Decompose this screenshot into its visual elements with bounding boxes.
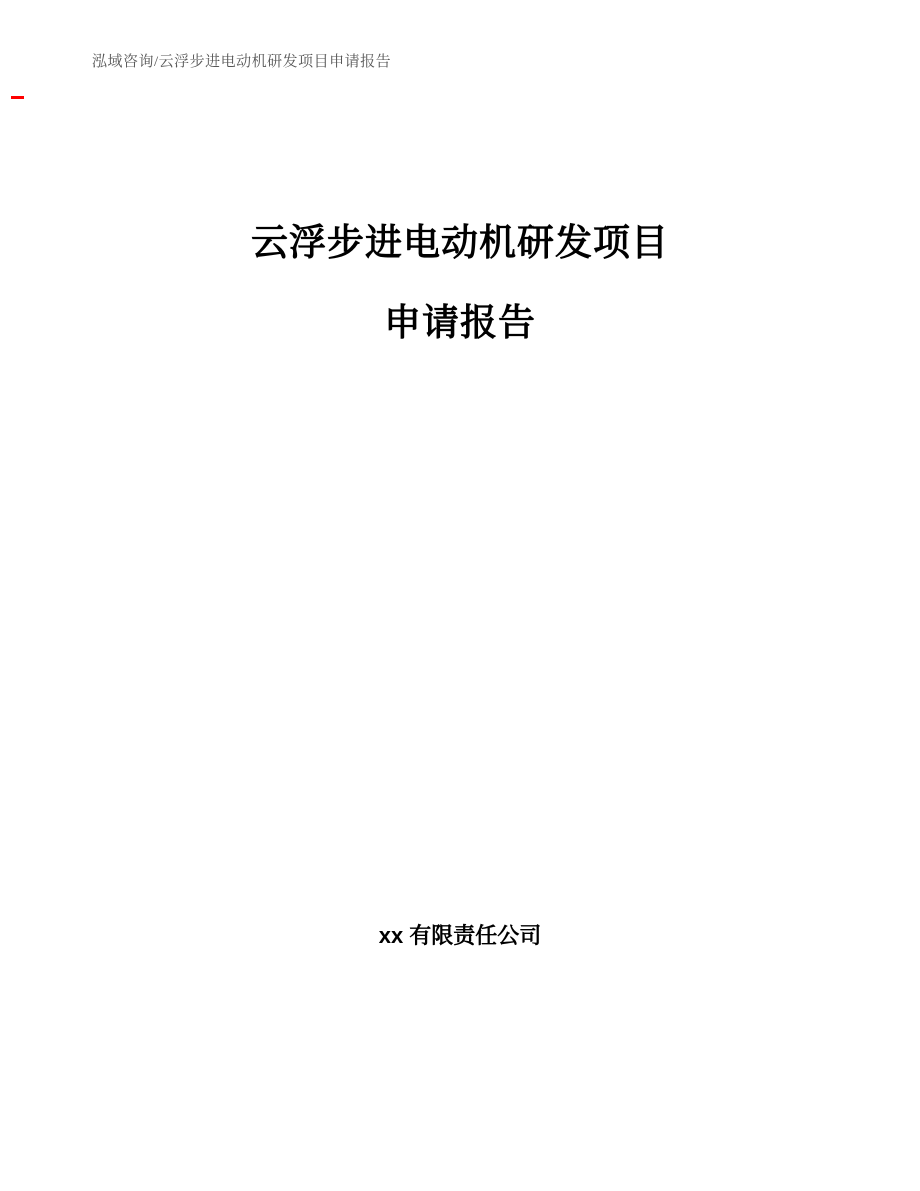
document-header bbox=[92, 51, 828, 73]
header-text: 泓域咨询/云浮步进电动机研发项目申请报告 bbox=[92, 54, 392, 70]
title-line-2: 申请报告 bbox=[384, 302, 536, 343]
red-accent-dash bbox=[11, 96, 24, 99]
document-title bbox=[0, 203, 920, 363]
company-name: xx 有限责任公司 bbox=[378, 923, 542, 948]
title-line-1: 云浮步进电动机研发项目 bbox=[251, 222, 669, 263]
